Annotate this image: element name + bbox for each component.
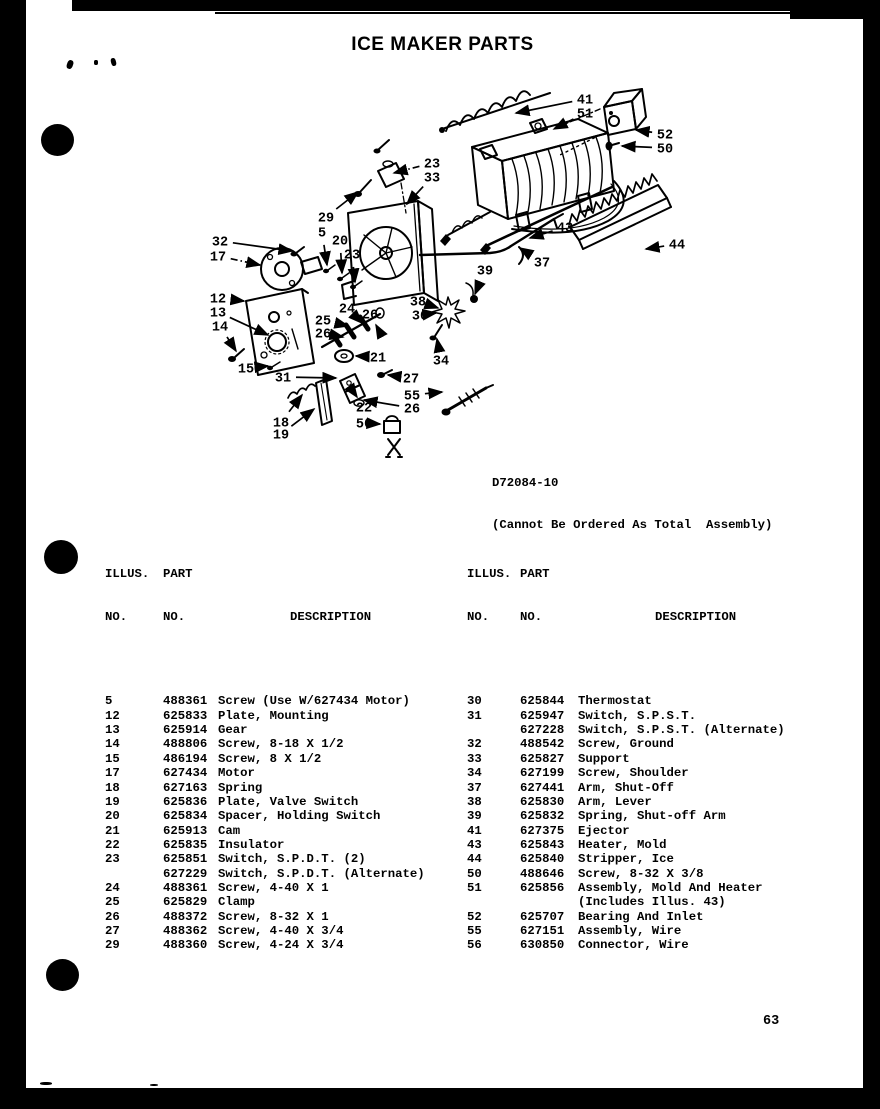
- callout-number: 44: [668, 238, 686, 254]
- part-no-cell: 486194: [163, 751, 208, 766]
- table-row: [467, 895, 819, 909]
- illus-no-cell: [105, 867, 163, 881]
- part-no-cell: [520, 895, 578, 909]
- callout-number: 24: [338, 302, 356, 318]
- parts-table-left: [105, 538, 457, 967]
- table-row: [105, 910, 457, 924]
- callout-leader-line: [475, 282, 480, 294]
- description-cell: Screw, 8-32 X 3/8: [578, 866, 704, 881]
- col-header-illus: ILLUS.: [467, 566, 512, 581]
- binder-hole: [44, 540, 78, 574]
- description-cell: Support: [578, 751, 630, 766]
- part-no-cell: 625835: [163, 837, 208, 852]
- part-no-cell: 625844: [520, 694, 565, 709]
- parts-table-right: [467, 538, 819, 967]
- description-cell: Assembly, Wire: [578, 923, 682, 938]
- part-no-cell: 627228: [520, 723, 565, 738]
- description-cell: Heater, Mold: [578, 837, 667, 852]
- callout-number: 15: [237, 362, 255, 378]
- table-row: [105, 838, 457, 852]
- callout-number: 32: [211, 235, 229, 251]
- table-row: [467, 910, 819, 924]
- table-row: [105, 723, 457, 737]
- part-no-cell: 627199: [520, 766, 565, 781]
- part-no-cell: 625947: [520, 708, 565, 723]
- table-row: [467, 795, 819, 809]
- part-no-cell: 627434: [163, 766, 208, 781]
- page-number: 63: [763, 1014, 780, 1029]
- part-no-cell: 625827: [520, 751, 565, 766]
- description-cell: Spacer, Holding Switch: [218, 809, 381, 824]
- callout-leader-line: [425, 392, 442, 394]
- description-cell: Screw, 8 X 1/2: [218, 751, 322, 766]
- part-no-cell: 488361: [163, 694, 208, 709]
- parts-rows-right: [467, 694, 819, 952]
- illus-no-cell: 39: [467, 809, 482, 824]
- description-cell: Arm, Shut-Off: [578, 780, 674, 795]
- callout-number: 14: [211, 320, 229, 336]
- diagram-caption: [492, 447, 772, 547]
- description-cell: Switch, S.P.D.T. (Alternate): [218, 866, 425, 881]
- description-cell: Switch, S.P.S.T.: [578, 708, 697, 723]
- callout-number: 51: [576, 107, 594, 123]
- col-header-part: PART: [520, 566, 550, 581]
- table-row: [467, 723, 819, 737]
- col-header-part: PART: [163, 566, 193, 581]
- scan-speck: [150, 1084, 158, 1086]
- callout-number: 41: [576, 93, 594, 109]
- part-no-cell: 488646: [520, 866, 565, 881]
- description-cell: Switch, S.P.D.T. (2): [218, 852, 366, 867]
- diagram-note: (Cannot Be Ordered As Total Assembly): [492, 518, 773, 533]
- table-row: [105, 709, 457, 723]
- illus-no-cell: 29: [105, 938, 120, 953]
- callout-leader-line: [324, 245, 327, 265]
- callout-layer: [210, 94, 685, 444]
- description-cell: Spring: [218, 780, 263, 795]
- illus-no-cell: 31: [467, 708, 482, 723]
- description-cell: Assembly, Mold And Heater: [578, 880, 763, 895]
- part-no-cell: 488362: [163, 923, 208, 938]
- table-row: [105, 867, 457, 881]
- callout-leader-line: [430, 305, 438, 308]
- part-no-cell: 488542: [520, 737, 565, 752]
- illus-no-cell: 52: [467, 909, 482, 924]
- table-row: [105, 766, 457, 780]
- col-header-part-no: NO.: [163, 609, 186, 624]
- part-no-cell: 625832: [520, 809, 565, 824]
- callout-leader-line: [646, 246, 664, 249]
- illus-no-cell: 50: [467, 866, 482, 881]
- description-cell: Screw, 4-24 X 3/4: [218, 938, 344, 953]
- description-cell: (Includes Illus. 43): [578, 895, 726, 910]
- scan-edge-top: [72, 0, 863, 11]
- illus-no-cell: 20: [105, 809, 120, 824]
- table-row: [467, 694, 819, 708]
- table-row: [105, 895, 457, 909]
- illus-no-cell: 15: [105, 751, 120, 766]
- col-header-part-no: NO.: [520, 609, 543, 624]
- callout-number: 34: [432, 354, 450, 370]
- illus-no-cell: 19: [105, 794, 120, 809]
- description-cell: Thermostat: [578, 694, 652, 709]
- part-no-cell: 625851: [163, 852, 208, 867]
- callout-leader-line: [516, 102, 572, 113]
- callout-leader-line: [291, 409, 314, 426]
- callout-leader-line: [231, 259, 260, 265]
- illus-no-cell: 22: [105, 837, 120, 852]
- table-row: [467, 867, 819, 881]
- part-no-cell: 630850: [520, 938, 565, 953]
- col-header-illus-no: NO.: [467, 609, 490, 624]
- callout-leader-line: [259, 366, 268, 367]
- callout-number: 12: [209, 292, 227, 308]
- illus-no-cell: 41: [467, 823, 482, 838]
- part-no-cell: 488806: [163, 737, 208, 752]
- table-row: [467, 938, 819, 952]
- part-no-cell: 627229: [163, 866, 208, 881]
- description-cell: Insulator: [218, 837, 285, 852]
- part-no-cell: 625833: [163, 708, 208, 723]
- callout-number: 33: [423, 171, 441, 187]
- part-no-cell: 625829: [163, 895, 208, 910]
- scan-speck: [66, 59, 75, 70]
- callout-number: 26: [314, 327, 332, 343]
- callout-leader-line: [231, 299, 244, 301]
- scan-top-streak: [215, 12, 860, 14]
- table-row: [467, 766, 819, 780]
- binder-hole: [41, 124, 74, 156]
- table-row: [467, 752, 819, 766]
- binder-hole: [46, 959, 79, 991]
- table-row: [105, 737, 457, 751]
- col-header-description: DESCRIPTION: [655, 609, 737, 624]
- page-title: ICE MAKER PARTS: [351, 34, 534, 55]
- table-header-row: [467, 610, 819, 624]
- description-cell: Screw, 4-40 X 1: [218, 880, 329, 895]
- part-no-cell: 625914: [163, 723, 208, 738]
- diagram-artwork: [228, 89, 674, 457]
- table-header-row: [105, 610, 457, 624]
- illus-no-cell: 5: [105, 694, 113, 709]
- scan-edge-top-corner: [790, 0, 870, 19]
- part-no-cell: 627151: [520, 923, 565, 938]
- callout-number: 26: [403, 402, 421, 418]
- table-row: [467, 852, 819, 866]
- callout-number: 37: [533, 256, 551, 272]
- description-cell: Screw (Use W/627434 Motor): [218, 694, 410, 709]
- scan-speck: [40, 1082, 52, 1085]
- callout-leader-line: [437, 339, 439, 347]
- part-no-cell: 625830: [520, 794, 565, 809]
- callout-number: 52: [656, 128, 674, 144]
- callout-number: 23: [343, 248, 361, 264]
- description-cell: Connector, Wire: [578, 938, 689, 953]
- callout-number: 17: [209, 250, 227, 266]
- callout-leader-line: [341, 253, 342, 273]
- illus-no-cell: 13: [105, 723, 120, 738]
- description-cell: Cam: [218, 823, 241, 838]
- callout-number: 19: [272, 428, 290, 444]
- illus-no-cell: 12: [105, 708, 120, 723]
- table-row: [105, 809, 457, 823]
- callout-leader-line: [388, 375, 398, 376]
- table-row: [105, 694, 457, 708]
- table-header-row: [467, 567, 819, 581]
- part-no-cell: 625834: [163, 809, 208, 824]
- illus-no-cell: 55: [467, 923, 482, 938]
- table-row: [467, 924, 819, 938]
- illus-no-cell: 51: [467, 880, 482, 895]
- part-no-cell: 625843: [520, 837, 565, 852]
- illus-no-cell: 26: [105, 909, 120, 924]
- part-no-cell: 488372: [163, 909, 208, 924]
- callout-leader-line: [233, 243, 292, 251]
- callout-number: 29: [317, 211, 335, 227]
- table-row: [105, 752, 457, 766]
- table-row: [467, 737, 819, 751]
- illus-no-cell: 27: [105, 923, 120, 938]
- description-cell: Motor: [218, 766, 255, 781]
- part-no-cell: 627375: [520, 823, 565, 838]
- callout-number: 30: [411, 309, 429, 325]
- illus-no-cell: 37: [467, 780, 482, 795]
- illus-no-cell: 17: [105, 766, 120, 781]
- part-no-cell: 625840: [520, 852, 565, 867]
- callout-number: 20: [331, 234, 349, 250]
- table-row: [467, 881, 819, 895]
- callout-number: 56: [355, 417, 373, 433]
- part-no-cell: 627441: [520, 780, 565, 795]
- col-header-illus-no: NO.: [105, 609, 128, 624]
- part-no-cell: 625913: [163, 823, 208, 838]
- callout-number: 39: [476, 264, 494, 280]
- description-cell: Screw, 8-32 X 1: [218, 909, 329, 924]
- col-header-illus: ILLUS.: [105, 566, 150, 581]
- callout-number: 31: [274, 371, 292, 387]
- callout-number: 5: [317, 226, 327, 242]
- scan-speck: [110, 57, 117, 66]
- description-cell: Switch, S.P.S.T. (Alternate): [578, 723, 785, 738]
- part-no-cell: 625707: [520, 909, 565, 924]
- scan-speck: [94, 60, 98, 65]
- scan-edge-right: [863, 0, 880, 1109]
- description-cell: Gear: [218, 723, 248, 738]
- illus-no-cell: 44: [467, 852, 482, 867]
- callout-number: 25: [314, 314, 332, 330]
- table-row: [467, 838, 819, 852]
- callout-number: 23: [423, 157, 441, 173]
- table-row: [105, 824, 457, 838]
- callout-number: 22: [355, 401, 373, 417]
- callout-number: 43: [556, 221, 574, 237]
- callout-number: 21: [369, 351, 387, 367]
- exploded-parts-diagram: [180, 85, 700, 500]
- callout-leader-line: [622, 146, 652, 147]
- table-row: [105, 852, 457, 866]
- part-no-cell: 625856: [520, 880, 565, 895]
- part-no-cell: 627163: [163, 780, 208, 795]
- description-cell: Plate, Valve Switch: [218, 794, 359, 809]
- illus-no-cell: 30: [467, 694, 482, 709]
- table-row: [105, 938, 457, 952]
- description-cell: Plate, Mounting: [218, 708, 329, 723]
- description-cell: Screw, 4-40 X 3/4: [218, 923, 344, 938]
- callout-number: 13: [209, 306, 227, 322]
- table-row: [467, 809, 819, 823]
- description-cell: Clamp: [218, 895, 255, 910]
- illus-no-cell: 56: [467, 938, 482, 953]
- table-row: [467, 709, 819, 723]
- callout-leader-line: [227, 337, 236, 351]
- table-header-row: [105, 567, 457, 581]
- illus-no-cell: [467, 723, 520, 737]
- callout-number: 55: [403, 389, 421, 405]
- illus-no-cell: 43: [467, 837, 482, 852]
- diagram-ref-number: D72084-10: [492, 475, 559, 490]
- callout-number: 18: [272, 416, 290, 432]
- illus-no-cell: 33: [467, 751, 482, 766]
- description-cell: Arm, Lever: [578, 794, 652, 809]
- table-row: [105, 795, 457, 809]
- illus-no-cell: 38: [467, 794, 482, 809]
- parts-rows-left: [105, 694, 457, 952]
- illus-no-cell: 32: [467, 737, 482, 752]
- callout-number: 50: [656, 142, 674, 158]
- illus-no-cell: 24: [105, 880, 120, 895]
- callout-number: 38: [409, 295, 427, 311]
- description-cell: Screw, 8-18 X 1/2: [218, 737, 344, 752]
- illus-no-cell: 23: [105, 852, 120, 867]
- part-no-cell: 488360: [163, 938, 208, 953]
- description-cell: Screw, Ground: [578, 737, 674, 752]
- part-no-cell: 488361: [163, 880, 208, 895]
- callout-leader-line: [336, 192, 358, 209]
- table-row: [105, 881, 457, 895]
- illus-no-cell: 21: [105, 823, 120, 838]
- scan-edge-left: [0, 0, 26, 1109]
- callout-number: 27: [402, 372, 420, 388]
- description-cell: Bearing And Inlet: [578, 909, 704, 924]
- description-cell: Screw, Shoulder: [578, 766, 689, 781]
- illus-no-cell: 18: [105, 780, 120, 795]
- illus-no-cell: 25: [105, 895, 120, 910]
- description-cell: Ejector: [578, 823, 630, 838]
- callout-number: 26: [361, 308, 379, 324]
- part-no-cell: 625836: [163, 794, 208, 809]
- illus-no-cell: 34: [467, 766, 482, 781]
- callout-leader-line: [353, 267, 355, 282]
- table-row: [467, 824, 819, 838]
- callout-leader-line: [296, 377, 336, 378]
- table-row: [467, 781, 819, 795]
- col-header-description: DESCRIPTION: [290, 609, 372, 624]
- table-row: [105, 924, 457, 938]
- callout-leader-line: [636, 130, 652, 132]
- description-cell: Spring, Shut-off Arm: [578, 809, 726, 824]
- description-cell: Stripper, Ice: [578, 852, 674, 867]
- illus-no-cell: 14: [105, 737, 120, 752]
- illus-no-cell: [467, 895, 520, 909]
- table-row: [105, 781, 457, 795]
- scan-edge-bottom: [0, 1088, 880, 1109]
- callout-leader-line: [289, 395, 302, 412]
